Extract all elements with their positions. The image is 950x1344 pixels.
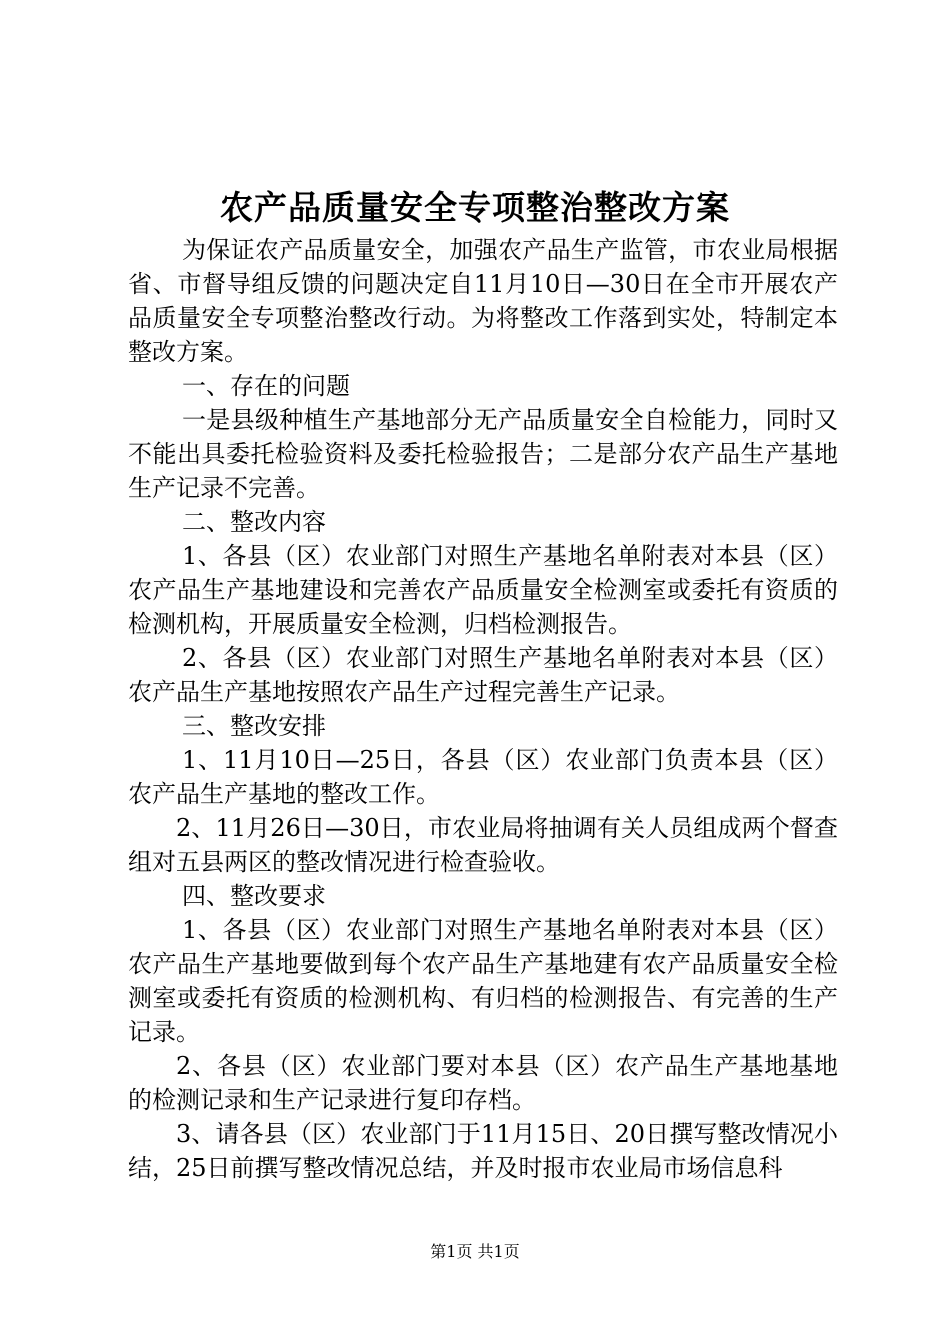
section-heading-problems: 一、存在的问题	[182, 372, 350, 400]
section-heading-requirements: 四、整改要求	[182, 882, 326, 910]
problems-paragraph: 一是县级种植生产基地部分无产品质量安全自检能力，同时又不能出具委托检验资料及委托检验报告；二是部分农产品生产基地生产记录不完善。	[128, 406, 838, 502]
section-heading-content: 二、整改内容	[182, 508, 326, 536]
requirement-item-2: 2、各县（区）农业部门要对本县（区）农产品生产基地基地的检测记录和生产记录进行复印存档。	[128, 1052, 838, 1114]
arrangement-item-2: 2、11月26日—30日，市农业局将抽调有关人员组成两个督查组对五县两区的整改情况进行检查验收。	[128, 814, 838, 876]
content-item-2: 2、各县（区）农业部门对照生产基地名单附表对本县（区）农产品生产基地按照农产品生产过程完善生产记录。	[128, 644, 838, 706]
intro-paragraph: 为保证农产品质量安全，加强农产品生产监管，市农业局根据省、市督导组反馈的问题决定自11月10日—30日在全市开展农产品质量安全专项整治整改行动。为将整改工作落到实处，特制定本整改方案。	[128, 236, 838, 366]
arrangement-item-1: 1、11月10日—25日，各县（区）农业部门负责本县（区）农产品生产基地的整改工作。	[128, 746, 838, 808]
requirement-item-3: 3、请各县（区）农业部门于11月15日、20日撰写整改情况小结，25日前撰写整改情况总结，并及时报市农业局市场信息科	[128, 1120, 838, 1182]
content-item-1: 1、各县（区）农业部门对照生产基地名单附表对本县（区）农产品生产基地建设和完善农产品质量安全检测室或委托有资质的检测机构，开展质量安全检测，归档检测报告。	[128, 542, 838, 638]
document-body	[128, 233, 838, 1185]
page-footer: 第1页 共1页	[430, 1242, 520, 1261]
requirement-item-1: 1、各县（区）农业部门对照生产基地名单附表对本县（区）农产品生产基地要做到每个农产品生产基地建有农产品质量安全检测室或委托有资质的检测机构、有归档的检测报告、有完善的生产记录。	[128, 916, 838, 1046]
document-title: 农产品质量安全专项整治整改方案	[220, 188, 730, 227]
section-heading-arrangement: 三、整改安排	[182, 712, 326, 740]
